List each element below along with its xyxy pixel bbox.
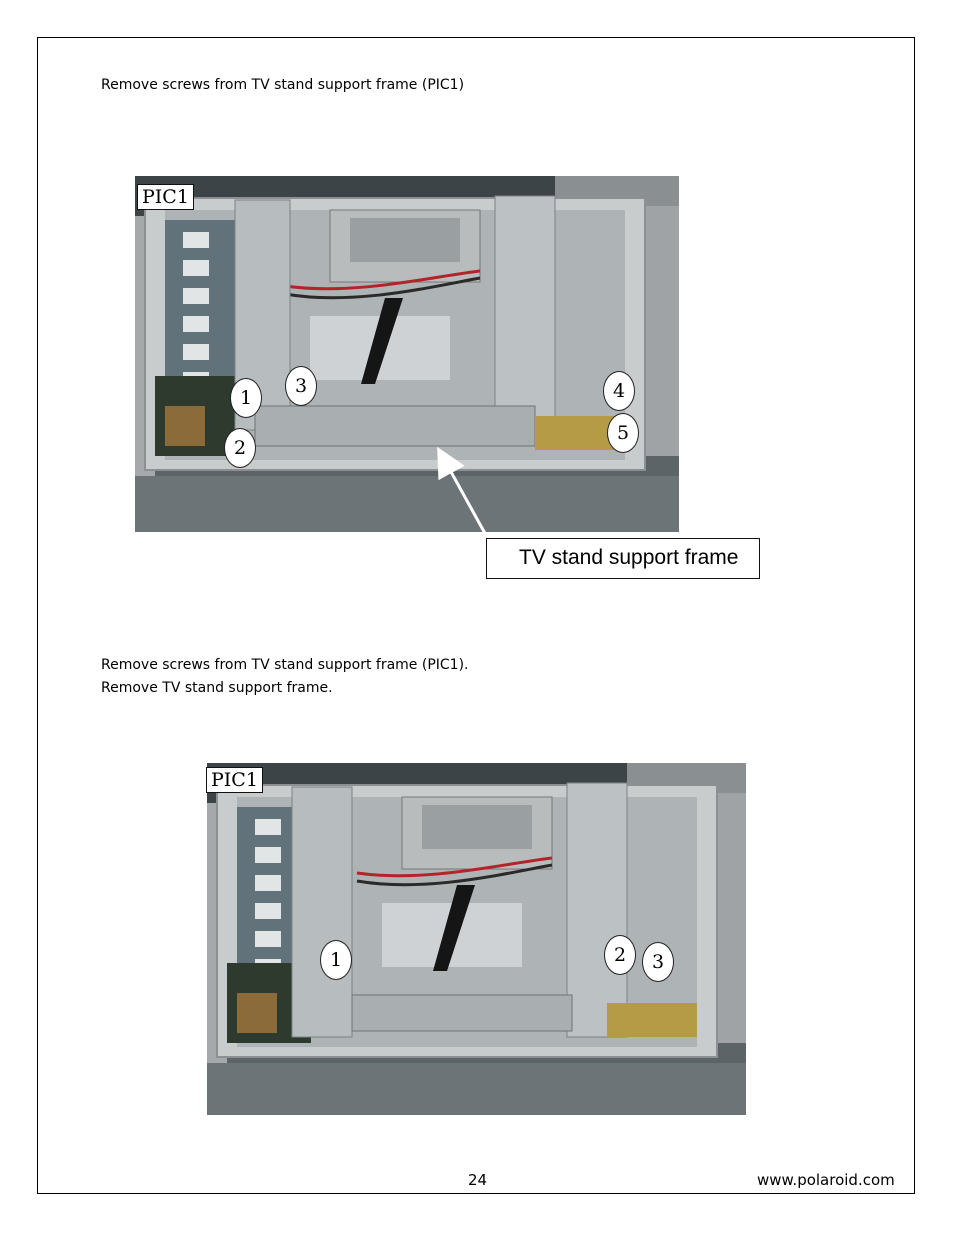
pic-label-2: PIC1 bbox=[206, 767, 263, 793]
screw-marker-2-2: 2 bbox=[604, 935, 636, 975]
instruction-text-2a: Remove screws from TV stand support frame (PIC1). bbox=[101, 657, 469, 673]
photo-illustration-2 bbox=[207, 763, 746, 1115]
screw-marker-5: 5 bbox=[607, 413, 639, 453]
instruction-text-2b: Remove TV stand support frame. bbox=[101, 680, 333, 696]
page-number: 24 bbox=[468, 1171, 488, 1189]
screw-marker-2-1: 1 bbox=[320, 940, 352, 980]
photo-illustration-1 bbox=[135, 176, 679, 532]
screw-marker-1: 1 bbox=[230, 378, 262, 418]
website-link[interactable]: www.polaroid.com bbox=[757, 1171, 895, 1189]
screw-marker-2: 2 bbox=[224, 428, 256, 468]
tv-disassembly-photo-2 bbox=[207, 763, 746, 1115]
instruction-text-1: Remove screws from TV stand support frame (PIC1) bbox=[101, 77, 465, 93]
callout-box-tv-stand-support-frame: TV stand support frame bbox=[486, 538, 760, 579]
screw-marker-4: 4 bbox=[603, 371, 635, 411]
pic-label-1: PIC1 bbox=[137, 184, 194, 210]
tv-disassembly-photo-1 bbox=[135, 176, 679, 532]
screw-marker-3: 3 bbox=[285, 366, 317, 406]
screw-marker-2-3: 3 bbox=[642, 942, 674, 982]
